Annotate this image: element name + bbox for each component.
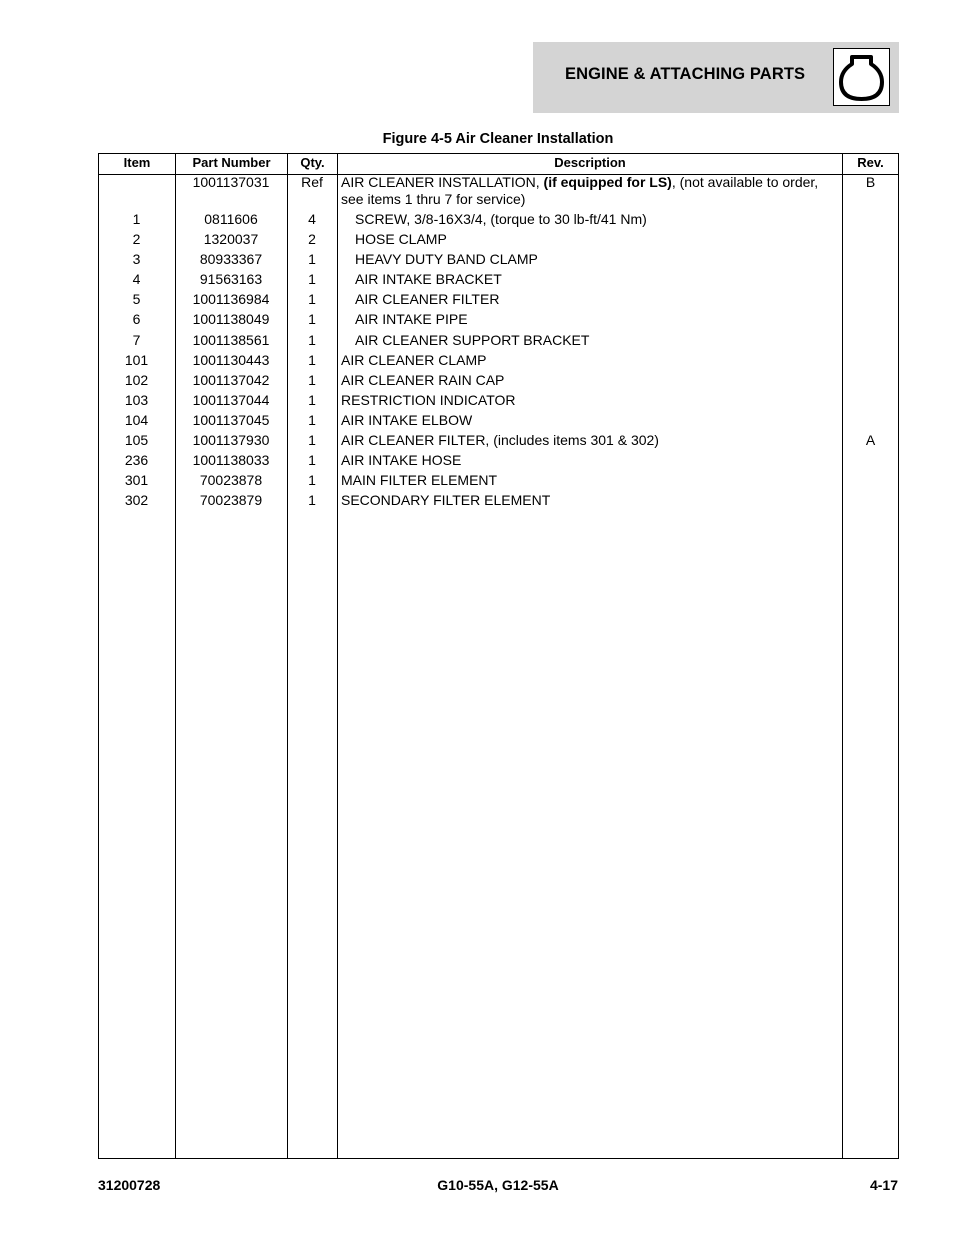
part-number-cell: 80933367 [199, 251, 263, 268]
part-number-cell: 1001137930 [192, 432, 270, 449]
qty-cell: 1 [308, 452, 316, 469]
description-cell: AIR CLEANER CLAMP [341, 351, 487, 368]
item-cell: 302 [124, 492, 149, 509]
table-row [98, 352, 899, 372]
page-number: 4-17 [869, 1177, 898, 1193]
figure-title: Figure 4-5 Air Cleaner Installation [382, 131, 614, 147]
model-numbers: G10-55A, G12-55A [437, 1177, 559, 1193]
description-cell [341, 174, 831, 208]
table-row [98, 251, 899, 271]
description-cell: RESTRICTION INDICATOR [341, 391, 516, 408]
qty-cell: 1 [308, 492, 316, 509]
qty-cell: Ref [301, 174, 323, 190]
description-cell: AIR INTAKE HOSE [341, 452, 462, 469]
table-row [98, 332, 899, 352]
part-number-cell: 1001137042 [192, 371, 270, 388]
col-header-qty: Qty. [300, 155, 325, 170]
table-row [98, 412, 899, 432]
part-number-cell: 70023878 [199, 472, 263, 489]
table-row [98, 392, 899, 412]
part-number-cell: 1001138033 [192, 452, 270, 469]
description-cell: HOSE CLAMP [355, 231, 447, 248]
description-cell: AIR INTAKE BRACKET [355, 271, 502, 288]
rev-cell: A [865, 432, 876, 449]
qty-cell: 1 [308, 371, 316, 388]
table-row [98, 472, 899, 492]
description-cell: SECONDARY FILTER ELEMENT [341, 492, 551, 509]
description-text: AIR CLEANER INSTALLATION, [341, 174, 544, 190]
engine-icon-graphic [834, 49, 889, 105]
description-cell: AIR INTAKE ELBOW [341, 411, 473, 428]
description-cell: MAIN FILTER ELEMENT [341, 472, 498, 489]
item-cell: 101 [124, 351, 149, 368]
col-header-rev: Rev. [857, 155, 884, 170]
description-bold-text: (if equipped for LS) [543, 174, 672, 190]
part-number-cell: 1001136984 [192, 291, 270, 308]
table-row [98, 452, 899, 472]
col-header-part-number: Part Number [192, 155, 271, 170]
part-number-cell: 1001137044 [192, 391, 270, 408]
table-row [98, 174, 899, 211]
description-cell: AIR INTAKE PIPE [355, 311, 468, 328]
item-cell: 2 [132, 231, 141, 248]
item-cell: 105 [124, 432, 149, 449]
table-row [98, 372, 899, 392]
item-cell: 4 [132, 271, 141, 288]
part-number-cell: 1001138561 [192, 331, 270, 348]
part-number-cell: 1320037 [203, 231, 259, 248]
engine-icon [833, 48, 890, 106]
qty-cell: 1 [308, 472, 316, 489]
qty-cell: 1 [308, 291, 316, 308]
item-cell: 3 [132, 251, 141, 268]
qty-cell: 1 [308, 411, 316, 428]
qty-cell: 4 [308, 211, 316, 227]
item-cell: 1 [132, 211, 141, 227]
col-header-item: Item [123, 155, 151, 170]
doc-number: 31200728 [98, 1177, 161, 1193]
part-number-cell: 91563163 [199, 271, 263, 288]
item-cell: 5 [132, 291, 141, 308]
part-number-cell: 70023879 [199, 492, 263, 509]
table-row [98, 211, 899, 231]
table-row [98, 271, 899, 291]
item-cell: 6 [132, 311, 141, 328]
part-number-cell: 1001138049 [192, 311, 270, 328]
description-cell: AIR CLEANER FILTER, (includes items 301 & 302) [341, 432, 659, 449]
item-cell: 301 [124, 472, 149, 489]
table-row [98, 432, 899, 452]
table-row [98, 311, 899, 331]
description-text: , (not available to order, see items 1 thru 7 for service) [341, 174, 819, 207]
item-cell: 7 [132, 331, 141, 348]
part-number-cell: 1001130443 [192, 351, 270, 368]
qty-cell: 1 [308, 432, 316, 449]
qty-cell: 2 [308, 231, 316, 248]
qty-cell: 1 [308, 251, 316, 268]
qty-cell: 1 [308, 391, 316, 408]
description-cell: AIR CLEANER SUPPORT BRACKET [355, 331, 590, 348]
item-cell: 236 [124, 452, 149, 469]
table-row [98, 492, 899, 512]
part-number-cell: 0811606 [204, 211, 258, 227]
section-title: ENGINE & ATTACHING PARTS [565, 65, 806, 83]
rev-cell: B [865, 174, 876, 190]
col-header-description: Description [554, 155, 626, 170]
part-number-cell: 1001137045 [192, 411, 270, 428]
item-cell: 103 [124, 391, 149, 408]
item-cell: 104 [124, 411, 149, 428]
qty-cell: 1 [308, 271, 316, 288]
description-cell: AIR CLEANER RAIN CAP [341, 371, 505, 388]
description-cell: AIR CLEANER FILTER [355, 291, 500, 308]
table-row [98, 231, 899, 251]
description-cell: HEAVY DUTY BAND CLAMP [355, 251, 538, 268]
part-number-cell: 1001137031 [192, 174, 270, 190]
qty-cell: 1 [308, 311, 316, 328]
qty-cell: 1 [308, 331, 316, 348]
qty-cell: 1 [308, 351, 316, 368]
table-row [98, 291, 899, 311]
item-cell: 102 [124, 371, 149, 388]
description-cell: SCREW, 3/8-16X3/4, (torque to 30 lb-ft/41 Nm) [355, 211, 647, 227]
table-body [98, 174, 899, 512]
